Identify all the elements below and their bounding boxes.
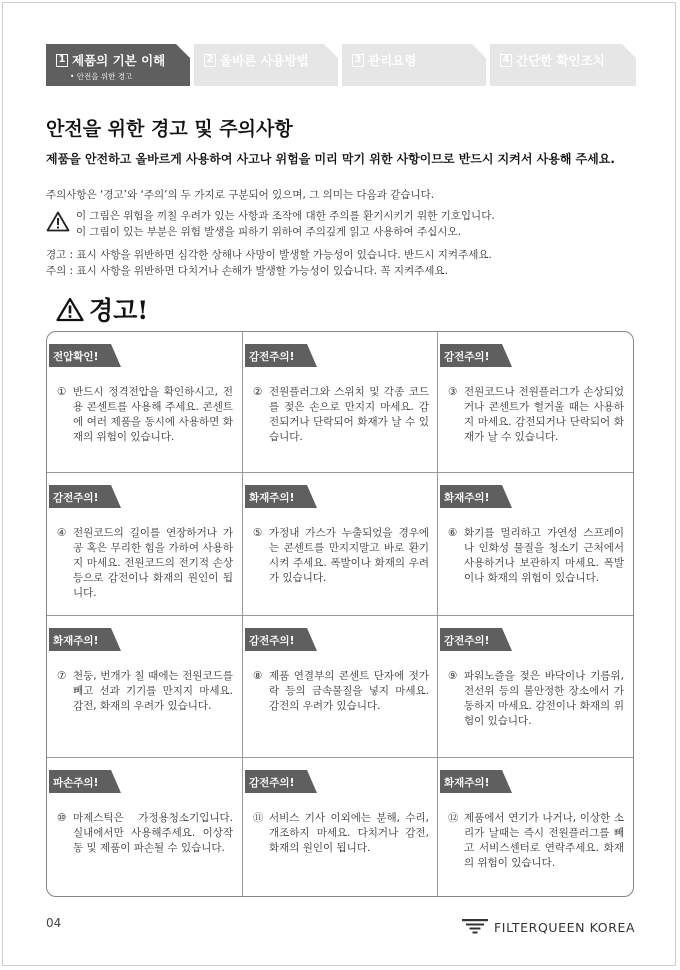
category-badge-label: 감전주의! [249, 777, 295, 789]
tab-number: 2 [204, 54, 216, 67]
item-number: ⑧ [253, 670, 263, 682]
item-number: ② [253, 386, 263, 398]
category-badge [245, 628, 317, 651]
item-number: ④ [57, 527, 67, 539]
filterqueen-logo-icon [462, 918, 488, 936]
tab-proper-usage[interactable] [194, 44, 338, 86]
caution-definition: 주의 : 표시 사항을 위반하면 다치거나 손해가 발생할 가능성이 있습니다. 꼭 지켜주세요. [46, 265, 448, 277]
category-badge [440, 485, 512, 508]
item-number: ⑤ [253, 527, 263, 539]
warning-text [57, 811, 233, 856]
item-text: 파워노즐을 젖은 바닥이나 기름위, 전선위 등의 불안정한 장소에서 가동하지 마세요. 감전이나 화재의 위험이 있습니다. [464, 670, 624, 727]
warning-cell [47, 332, 242, 472]
warning-text [253, 385, 429, 445]
item-text: 화기를 멀리하고 가연성 스프레이나 인화성 물질을 청소기 근처에서 사용하거나 보관하지 마세요. 폭발이나 화재의 위험이 있습니다. [464, 527, 624, 584]
item-number: ① [57, 386, 67, 398]
tab-sub-label: • 안전을 위한 경고 [70, 72, 133, 81]
warning-cell [438, 332, 633, 472]
item-text: 천둥, 번개가 칠 때에는 전원코드를 빼고 선과 기기를 만지지 마세요. 감전, 화재의 우려가 있습니다. [73, 670, 233, 712]
category-badge-label: 감전주의! [249, 635, 295, 647]
warning-text [57, 669, 233, 714]
tab-label: 간단한 확인조치 [516, 53, 605, 68]
category-badge [49, 770, 121, 793]
tab-label: 제품의 기본 이해 [72, 53, 166, 68]
category-badge [245, 770, 317, 793]
item-text: 마제스틱은 가정용청소기입니다. 실내에서만 사용해주세요. 이상작동 및 제품이 파손될 수 있습니다. [73, 812, 233, 854]
warning-cell [243, 473, 437, 615]
category-badge-label: 화재주의! [53, 635, 99, 647]
tab-label: 관리요령 [368, 53, 417, 68]
warning-cell [47, 473, 242, 615]
chapter-tabs [46, 44, 636, 86]
page-title: 안전을 위한 경고 및 주의사항 [46, 118, 293, 140]
intro-text: 주의사항은 ‘경고’와 ‘주의’의 두 가지로 구분되어 있으며, 그 의미는 다음과 같습니다. [46, 189, 435, 201]
tab-number: 1 [56, 54, 68, 67]
tab-number: 3 [352, 54, 364, 67]
warning-text [448, 526, 624, 586]
category-badge-label: 화재주의! [444, 492, 490, 504]
item-text: 전원코드나 전원플러그가 손상되었거나 콘센트가 헐거울 때는 사용하지 마세요. 감전되거나 단락되어 화재가 날 수 있습니다. [464, 386, 624, 443]
item-number: ③ [448, 386, 458, 398]
warning-text [448, 811, 624, 871]
warning-triangle-icon [56, 297, 84, 322]
warning-cell [47, 758, 242, 897]
warning-cell [438, 473, 633, 615]
item-text: 제품에서 연기가 나거나, 이상한 소리가 날때는 즉시 전원플러그를 빼고 서비스센터로 연락주세요. 화재의 위험이 있습니다. [464, 812, 624, 869]
item-text: 반드시 정격전압을 확인하시고, 전용 콘센트를 사용해 주세요. 콘센트에 여러 제품을 동시에 사용하면 화재의 위험이 있습니다. [73, 386, 233, 443]
warning-cell [438, 758, 633, 897]
tab-basic-understanding[interactable] [46, 44, 190, 86]
item-text: 서비스 기사 이외에는 분해, 수리, 개조하지 마세요. 다치거나 감전, 화재의 원인이 됩니다. [269, 812, 429, 854]
warning-cell [243, 758, 437, 897]
symbol-note-line-1: 이 그림은 위험을 끼칠 우려가 있는 사항과 조작에 대한 주의를 환기시키기 위한 기호입니다. [76, 210, 495, 222]
category-badge-label: 감전주의! [444, 635, 490, 647]
item-number: ⑦ [57, 670, 67, 682]
category-badge [440, 344, 512, 367]
item-text: 전원코드의 길이를 연장하거나 가공 혹은 무리한 힘을 가하여 사용하지 마세요. 전원코드의 전기적 손상 등으로 감전이나 화재의 원인이 됩니다. [73, 527, 233, 599]
category-badge-label: 감전주의! [53, 492, 99, 504]
item-number: ⑥ [448, 527, 458, 539]
category-badge [440, 628, 512, 651]
brand-name: FILTERQUEEN KOREA [494, 919, 636, 935]
category-badge-label: 전압확인! [53, 351, 99, 363]
category-badge [49, 344, 121, 367]
category-badge [49, 485, 121, 508]
warning-cell [438, 616, 633, 757]
tab-troubleshooting[interactable] [490, 44, 636, 86]
category-badge-label: 파손주의! [53, 777, 99, 789]
symbol-note-line-2: 이 그림이 있는 부분은 위험 발생을 피하기 위하여 주의깊게 읽고 사용하여 주십시오. [76, 226, 461, 238]
warning-text [448, 385, 624, 445]
item-number: ⑨ [448, 670, 458, 682]
category-badge-label: 감전주의! [249, 351, 295, 363]
category-badge-label: 감전주의! [444, 351, 490, 363]
brand-logo [462, 918, 635, 936]
warning-text [448, 669, 624, 729]
item-text: 제품 연결부의 콘센트 단자에 젓가락 등의 금속물질을 넣지 마세요. 감전의 우려가 있습니다. [269, 670, 429, 712]
category-badge [245, 485, 317, 508]
warning-definition: 경고 : 표시 사항을 위반하면 심각한 상해나 사망이 발생할 가능성이 있습니다. 반드시 지켜주세요. [46, 249, 492, 261]
warning-heading [56, 291, 148, 327]
warning-text [57, 526, 233, 601]
category-badge [245, 344, 317, 367]
item-number: ⑫ [448, 812, 459, 824]
warning-text [253, 526, 429, 586]
warning-cell [243, 616, 437, 757]
category-badge-label: 화재주의! [444, 777, 490, 789]
category-badge-label: 화재주의! [249, 492, 295, 504]
lead-text: 제품을 안전하고 올바르게 사용하여 사고나 위험을 미리 막기 위한 사항이므로 반드시 지켜서 사용해 주세요. [46, 152, 615, 166]
item-number: ⑩ [57, 812, 67, 824]
warning-grid [46, 331, 634, 897]
warning-triangle-icon [46, 211, 70, 232]
item-number: ⑪ [253, 812, 264, 824]
warning-text [57, 385, 233, 445]
category-badge [440, 770, 512, 793]
warning-cell [243, 332, 437, 472]
category-badge [49, 628, 121, 651]
warning-text [253, 811, 429, 856]
page-number: 04 [46, 916, 62, 930]
tab-label: 올바른 사용방법 [220, 53, 309, 68]
warning-text [253, 669, 429, 714]
warning-heading-text: 경고! [89, 296, 149, 325]
item-text: 전원플러그와 스위치 및 각종 코드를 젖은 손으로 만지지 마세요. 감전되거나 단락되어 화재가 날 수 있습니다. [269, 386, 429, 443]
tab-number: 4 [500, 54, 512, 67]
tab-maintenance[interactable] [342, 44, 486, 86]
item-text: 가정내 가스가 누출되었을 경우에는 콘센트를 만지지말고 바로 환기시켜 주세요. 폭발이나 화재의 우려가 있습니다. [269, 527, 429, 584]
warning-cell [47, 616, 242, 757]
